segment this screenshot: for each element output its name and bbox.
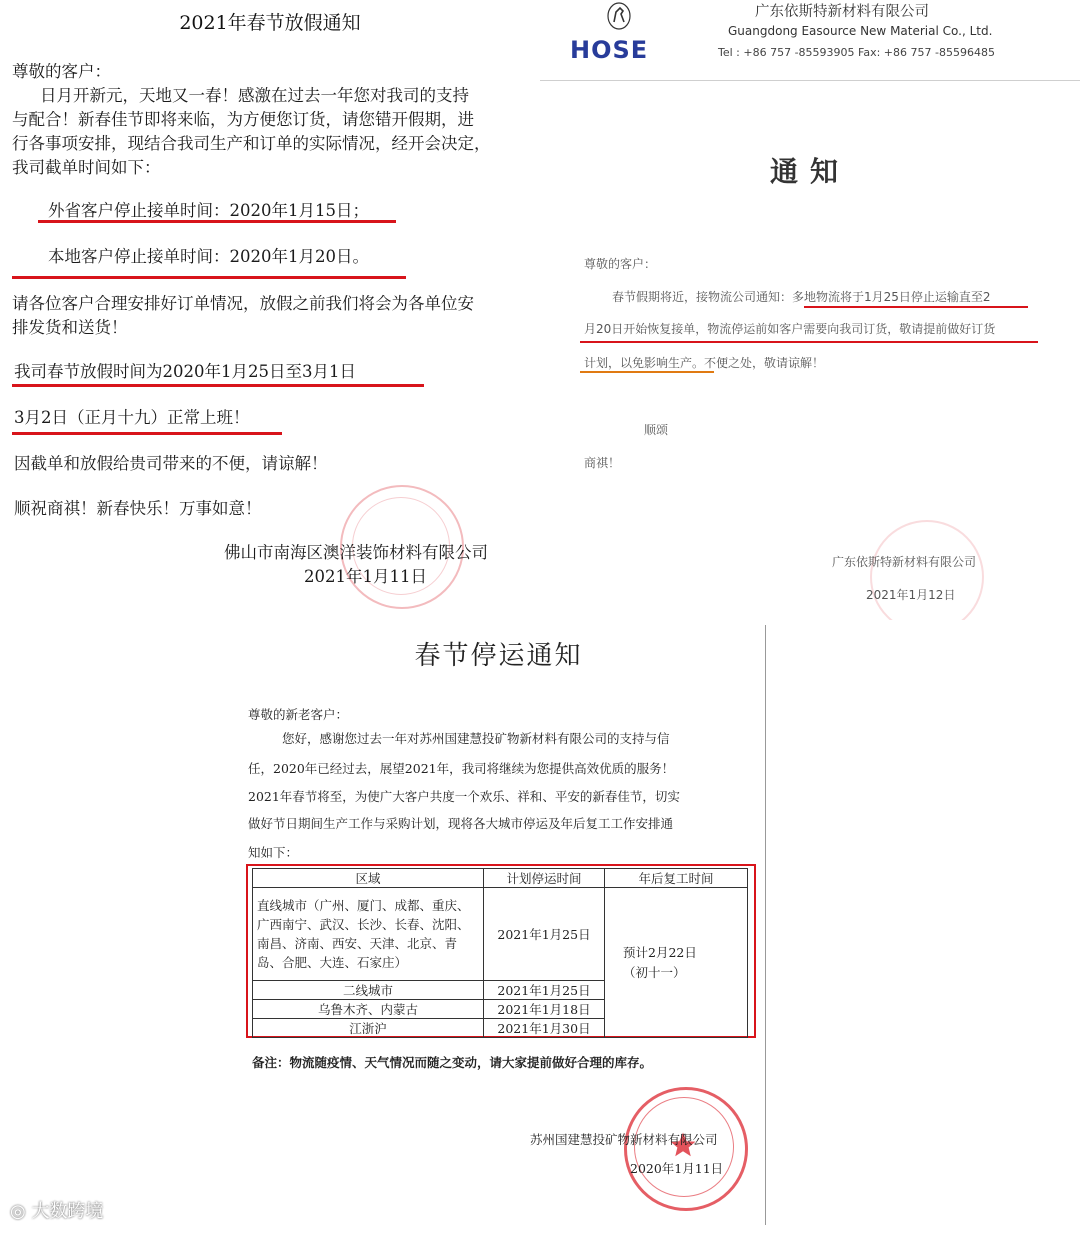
- notice1-para-line: 排发货和送货！: [12, 318, 128, 337]
- notice3-note: 备注：物流随疫情、天气情况而随之变动，请大家提前做好合理的库存。: [252, 1055, 653, 1070]
- notice2-body-line: 计划，以免影响生产。不便之处，敬请谅解！: [584, 356, 825, 370]
- red-underline: [12, 276, 406, 279]
- table-cell-resume: [605, 888, 748, 1038]
- letterhead-company-en: Guangdong Easource New Material Co., Ltd.: [728, 24, 993, 38]
- watermark: [10, 1197, 103, 1223]
- watermark-logo-icon: ◎: [10, 1201, 32, 1222]
- notice1-para-line: 我司截单时间如下：: [12, 158, 161, 177]
- notice3-title: 春节停运通知: [414, 641, 583, 671]
- table-cell-region: 江浙沪: [253, 1019, 484, 1038]
- red-underline: [38, 220, 396, 223]
- notice3-body-line: 做好节日期间生产工作与采购计划，现将各大城市停运及年后复工工作安排通: [248, 816, 674, 831]
- notice1-para-line: 请各位客户合理安排好订单情况，放假之前我们将会为各单位安: [12, 294, 474, 313]
- notice1-apology: 因截单和放假给贵司带来的不便，请谅解！: [14, 454, 328, 473]
- notice1-wish: 顺祝商祺！新春快乐！万事如意！: [14, 499, 262, 518]
- notice2-signature: 广东依斯特新材料有限公司: [832, 555, 977, 569]
- orange-underline: [580, 371, 714, 373]
- notice3-body-line: 知如下：: [248, 845, 299, 860]
- resume-lunar: （初十一）: [623, 964, 686, 980]
- notice3-body-line: 2021年春节将至，为使广大客户共度一个欢乐、祥和、平安的新春佳节，切实: [248, 789, 680, 804]
- notice3-body-line: 您好，感谢您过去一年对苏州国建慧投矿物新材料有限公司的支持与信: [282, 731, 670, 746]
- notice1-title: 2021年春节放假通知: [179, 12, 361, 34]
- notice2-body-line: 月20日开始恢复接单，物流停运前如客户需要向我司订货，敬请提前做好订货: [584, 322, 996, 336]
- letterhead-contact: Tel : +86 757 -85593905 Fax: +86 757 -85596485: [718, 46, 995, 59]
- red-underline: [12, 384, 424, 387]
- resume-date: 预计2月22日: [623, 944, 697, 960]
- table-cell-region: 乌鲁木齐、内蒙古: [253, 1000, 484, 1019]
- notice2-closing: 商祺！: [584, 456, 621, 470]
- table-cell-stop: 2021年1月18日: [484, 1000, 605, 1019]
- notice2-greeting: 尊敬的客户：: [584, 257, 657, 271]
- red-underline: [12, 432, 282, 435]
- schedule-table: [252, 868, 748, 1038]
- horse-logo-icon: [606, 0, 632, 30]
- table-cell-stop: 2021年1月25日: [484, 888, 605, 981]
- notice-suzhou: [232, 625, 766, 1225]
- brand-logo: HOSE: [570, 36, 649, 64]
- notice1-para-line: 与配合！新春佳节即将来临，为方便您订货，请您错开假期，进: [12, 110, 474, 129]
- notice-easource: [540, 0, 1080, 620]
- notice1-cutoff-outer: 外省客户停止接单时间：2020年1月15日；: [48, 201, 369, 220]
- watermark-text: 大数跨境: [31, 1201, 104, 1222]
- notice1-resume: 3月2日（正月十九）正常上班！: [14, 408, 250, 427]
- notice1-cutoff-local: 本地客户停止接单时间：2020年1月20日。: [48, 247, 369, 266]
- letterhead-company-cn: 广东依斯特新材料有限公司: [755, 4, 929, 20]
- table-cell-stop: 2021年1月30日: [484, 1019, 605, 1038]
- notice1-para-line: 行各事项安排，现结合我司生产和订单的实际情况，经开会决定，: [12, 134, 491, 153]
- notice2-date: 2021年1月12日: [866, 588, 956, 602]
- notice1-company: 佛山市南海区澳洋装饰材料有限公司: [224, 543, 488, 562]
- schedule-table-highlight: [246, 864, 756, 1038]
- table-cell-region: 直线城市（广州、厦门、成都、重庆、广西南宁、武汉、长沙、长春、沈阳、南昌、济南、西安、天津、北京、青岛、合肥、大连、石家庄）: [253, 888, 484, 981]
- table-header: 计划停运时间: [484, 869, 605, 888]
- red-underline: [804, 306, 1028, 308]
- notice3-body-line: 任，2020年已经过去，展望2021年，我司将继续为您提供高效优质的服务！: [248, 761, 675, 776]
- red-underline: [580, 341, 1038, 343]
- letterhead-divider: [540, 80, 1080, 81]
- notice1-holiday: 我司春节放假时间为2020年1月25日至3月1日: [14, 362, 356, 381]
- notice1-para-line: 日月开新元，天地又一春！感激在过去一年您对我司的支持: [40, 86, 469, 105]
- notice3-greeting: 尊敬的新老客户：: [248, 707, 349, 722]
- table-cell-region: 二线城市: [253, 981, 484, 1000]
- table-row: [253, 888, 748, 981]
- company-seal: [870, 520, 984, 620]
- notice-foshan: [0, 0, 540, 620]
- notice1-greeting: 尊敬的客户：: [12, 62, 111, 81]
- notice3-signature: 苏州国建慧投矿物新材料有限公司: [530, 1132, 718, 1147]
- notice3-date: 2020年1月11日: [630, 1161, 724, 1176]
- table-cell-stop: 2021年1月25日: [484, 981, 605, 1000]
- table-header: 年后复工时间: [605, 869, 748, 888]
- notice2-title: 通知: [769, 155, 850, 188]
- notice1-date: 2021年1月11日: [304, 567, 427, 586]
- notice2-body-line: 春节假期将近，接物流公司通知：多地物流将于1月25日停止运输直至2: [612, 290, 991, 304]
- table-header: 区域: [253, 869, 484, 888]
- notice2-closing: 顺颂: [644, 423, 669, 437]
